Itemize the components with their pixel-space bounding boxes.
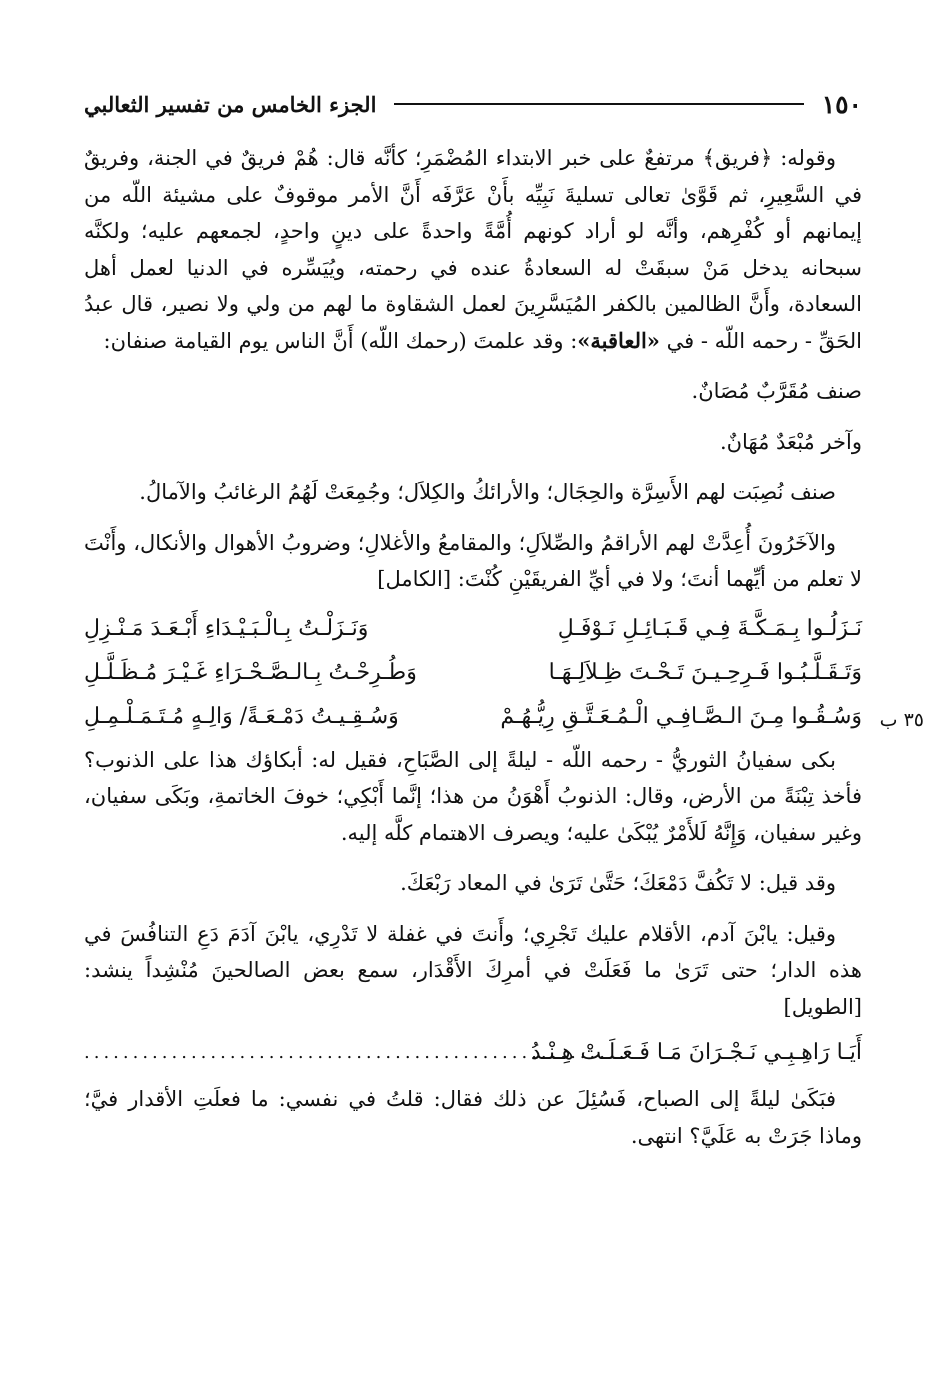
verse-first-half: وَتَـقَـلَّـبُـوا فَـرِحِـيـنَ تَـحْـتَ ظِـلاَلِـهَـا (548, 660, 862, 686)
running-title: الجزء الخامس من تفسير الثعالبي (84, 91, 377, 117)
poem (84, 608, 924, 740)
text-line: صنف مُقَرَّبٌ مُصَانٌ. (691, 379, 862, 403)
verse-first-half: وَسُـقُـوا مِـنَ الـصَّـافِـي الْـمُـعَـتَّـقِ رِيُّـهُـمْ (500, 704, 862, 730)
verse-line (84, 652, 862, 696)
paragraph: فبَكَىٰ ليلةً إلى الصباح، فَسُئِلَ عن ذلك فقال: قلتُ في نفسي: ما فعلَتِ الأقدار فيَّ؛ وماذا جَرَتْ به عَلَيَّ؟ انتهى. (84, 1087, 862, 1148)
verse-line (84, 608, 862, 652)
verse-second-half: وَسُـقِـيـتُ دَمْـعَـةً/ وَالِـهٍ مُـتَـمَـلْـمِـلِ (84, 704, 399, 730)
page-body (84, 140, 924, 1154)
verse-first-half: أَيَـا رَاهِـبِـي نَـجْـرَانَ مَـا فَـعَـلَـتْ هِـنْـدُ (530, 1039, 862, 1065)
paragraph: وقوله: ﴿فريق﴾ مرتفعٌ على خبر الابتداء المُضْمَرِ؛ كأنَّه قال: هُمْ فريقٌ في الجنة، وفريقٌ في السَّعِيرِ، ثم قَوَّىٰ تعالى تسليةَ نَبِيِّه بأَنْ عَرَّفَه أَنَّ الأمر موقوفٌ على مشيئة اللّه من إيمانهم أو كُفْرِهم، وأنَّه لو أراد كونهم أُمَّةً واحدةً على دينٍ واحدٍ، لجمعهم عليه؛ ولكنَّه سبحانه يدخل مَنْ سبقَتْ له السعادةُ عنده في رحمته، ويُيَسِّره في الدنيا لعمل أهل السعادة، وأَنَّ الظالمين بالكفر المُيَسَّرِينَ لعمل الشقاوة ما لهم من ولي ولا نصير، قال عبدُ الحَقِّ - رحمه اللّه - في «العاقبة»: وقد علمتَ (رحمك اللّه) أَنَّ الناس يوم القيامة صنفان: (84, 146, 862, 353)
paragraph: بكى سفيانُ الثوريُّ - رحمه اللّه - ليلةً إلى الصَّبَاحِ، فقيل له: أبكاؤك هذا على الذنوب؟ فأخذ تِبْنَةً من الأرض، وقال: الذنوبُ أَهْوَنُ من هذا؛ إنَّما أَبْكِي؛ خوفَ الخاتمةِ، وبَكَى سفيان، وغير سفيان، وَإِنَّهُ لَلأَمْرٌ يُبْكَىٰ عليه؛ ويصرف الاهتمام كلَّه إليه. (84, 747, 862, 845)
omitted-hemistich-dots: ........................................................ (84, 1041, 629, 1063)
header-rule (394, 103, 803, 105)
verse-first-half: نَـزَلُـوا بِـمَـكَّـةَ فِـي قَـبَـائِـلِ نَـوْفَـلِ (557, 616, 862, 642)
page-number: ١٥٠ (821, 89, 862, 119)
verse-second-half: وَطُـرِحْـتُ بِـالـصَّـحْـرَاءِ غَـيْـرَ مُـظَـلَّـلِ (84, 660, 417, 686)
page-header (84, 84, 862, 124)
text-line: وآخر مُبْعَدٌ مُهَانٌ. (719, 429, 862, 454)
verse-second-half: وَنَـزَلْـتُ بِـالْـبَـيْـدَاءِ أَبْـعَـدَ مَـنْـزِلِ (84, 616, 369, 642)
verse-line (84, 1031, 862, 1075)
manuscript-folio-note: ٣٥ ب (879, 708, 924, 731)
paragraph: والآخَرُونَ أُعِدَّتْ لهم الأراقمُ والصِّلاَلِ؛ والمقامعُ والأغلالِ؛ وضروبُ الأهوال والأنكال، وأَنْتَ لا تعلم من أيِّهما أنتَ؛ ولا في أيِّ الفريقَيْنِ كُنْتَ: [الكامل] (84, 530, 862, 591)
book-title: «العاقبة» (577, 327, 660, 353)
verse-line (84, 696, 924, 740)
paragraph: وقد قيل: لا تَكُفَّ دَمْعَكَ؛ حَتَّىٰ تَرَىٰ في المعاد رَبْعَكَ. (400, 871, 836, 895)
paragraph: صنف نُصِبَت لهم الأَسِرَّة والحِجَال؛ والأرائكُ والكِلاَل؛ وجُمِعَتْ لَهُمُ الرغائبُ والآمالُ. (139, 480, 836, 504)
paragraph: وقيل: يابْنَ آدم، الأقلام عليك تَجْرِي؛ وأَنتَ في غفلة لا تَدْرِي، يابْنَ آدَمَ دَعِ التنافُسَ في هذه الدار؛ حتى تَرَىٰ ما فَعَلَتْ في أمرِكَ الأَقْدَار، سمع بعض الصالحينَ مُنْشِداً ينشد: [الطويل] (84, 921, 862, 1019)
